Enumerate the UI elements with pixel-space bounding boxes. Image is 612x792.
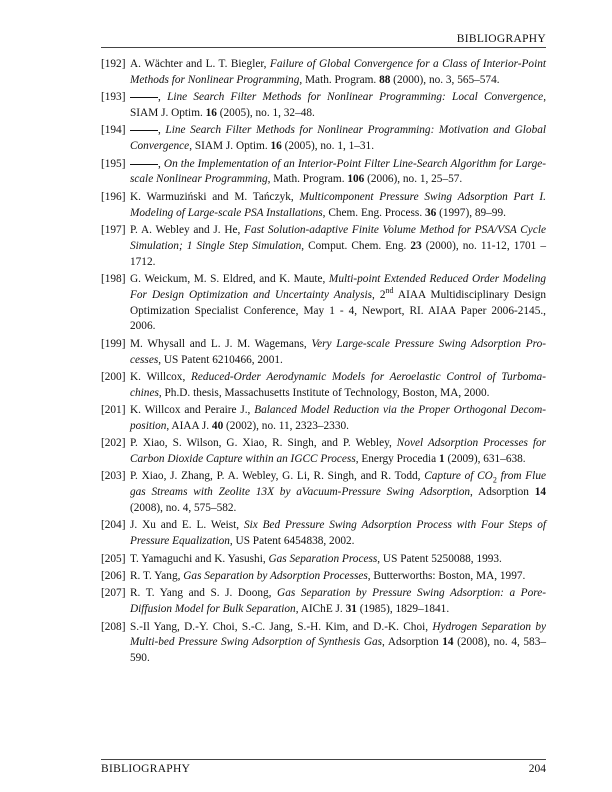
reference-volume: 31 bbox=[345, 603, 357, 616]
reference-text: R. T. Yang and S. J. Doong, bbox=[130, 587, 278, 600]
reference-text: (2002), no. 11, 2323–2330. bbox=[223, 419, 349, 432]
reference-number: [194] bbox=[101, 124, 126, 137]
reference-text: , 2 bbox=[372, 288, 386, 301]
reference-text: (1997), 89–99. bbox=[436, 206, 506, 219]
reference-text: T. Yamaguchi and K. Yasushi, bbox=[130, 552, 269, 565]
reference-number: [192] bbox=[101, 58, 126, 70]
reference-text: (2008), no. 4, 583–590. bbox=[130, 636, 546, 665]
reference-entry bbox=[101, 223, 546, 270]
reference-volume: 36 bbox=[424, 206, 437, 219]
reference-text: , Adsorption bbox=[470, 486, 535, 499]
reference-text: , SIAM J. Optim. bbox=[130, 91, 547, 119]
reference-text: K. Warmuziński and M. Tańczyk, bbox=[130, 190, 300, 203]
reference-volume: 14 bbox=[442, 636, 454, 649]
reference-text: (2005), no. 1, 32–48. bbox=[216, 106, 315, 119]
reference-title: Six Bed Pressure Swing Adsorption Process with Four Steps of Pressure Equalization bbox=[130, 519, 546, 548]
reference-text: , Adsorption bbox=[382, 636, 443, 649]
reference-text: (2006), no. 1, 25–57. bbox=[364, 173, 463, 186]
reference-entry bbox=[101, 272, 546, 335]
running-header bbox=[101, 33, 546, 48]
reference-number: [206] bbox=[101, 570, 126, 583]
reference-text: K. Willcox, bbox=[130, 370, 192, 383]
reference-text: S.-Il Yang, D.-Y. Choi, S.-C. Jang, S.-H. Kim, and D.-K. Choi, bbox=[130, 620, 433, 633]
reference-number: [207] bbox=[101, 587, 126, 600]
reference-title: Balanced Model Reduction via the Proper Orthogonal Decomposition bbox=[130, 404, 546, 432]
reference-number: [197] bbox=[101, 223, 126, 236]
reference-volume: 106 bbox=[347, 173, 365, 186]
superscript: nd bbox=[385, 285, 394, 295]
reference-text: , Math. Program. bbox=[267, 173, 348, 186]
subscript: 2 bbox=[492, 475, 497, 485]
reference-text: (1985), 1829–1841. bbox=[356, 603, 450, 616]
reference-volume: 16 bbox=[205, 106, 217, 119]
reference-entry bbox=[101, 403, 546, 435]
reference-number: [204] bbox=[101, 519, 126, 532]
reference-title: Very Large-scale Pressure Swing Adsorption Processes bbox=[130, 337, 547, 366]
reference-number: [199] bbox=[101, 337, 126, 350]
reference-volume: 40 bbox=[211, 419, 224, 432]
reference-text: (2008), no. 4, 575–582. bbox=[130, 502, 237, 515]
reference-title: Novel Adsorption Processes for Carbon Dioxide Capture within an IGCC Process bbox=[130, 437, 547, 466]
reference-entry bbox=[101, 436, 546, 468]
page-footer bbox=[101, 759, 546, 776]
reference-text: , US Patent 6210466, 2001. bbox=[158, 353, 283, 366]
reference-text: (2000), no. 3, 565–574. bbox=[390, 73, 500, 86]
running-header-title: BIBLIOGRAPHY bbox=[456, 33, 546, 45]
reference-entry bbox=[101, 552, 546, 568]
reference-title: Hydrogen Separation by Multi-bed Pressure Swing Adsorption of Synthesis Gas bbox=[130, 620, 546, 649]
reference-number: [198] bbox=[101, 272, 126, 285]
reference-text: , Ph.D. thesis, Massachusetts Institute of Technology, Boston, MA, 2000. bbox=[158, 386, 490, 399]
reference-volume: 23 bbox=[410, 239, 422, 252]
reference-text: A. Wächter and L. T. Biegler, bbox=[130, 58, 270, 70]
reference-entry bbox=[101, 90, 546, 122]
reference-text: , Math. Program. bbox=[299, 73, 380, 86]
reference-title: Multi-point Extended Reduced Order Modeling For Design Optimization and Uncertainty Analysis bbox=[130, 272, 546, 301]
reference-entry bbox=[101, 586, 546, 618]
reference-text: R. T. Yang, bbox=[130, 570, 184, 583]
reference-number: [195] bbox=[101, 157, 126, 170]
reference-number: [208] bbox=[101, 620, 126, 633]
reference-text: , US Patent 5250088, 1993. bbox=[377, 552, 502, 565]
repeated-author-dash bbox=[130, 96, 158, 98]
reference-text: , Energy Procedia bbox=[355, 453, 439, 466]
repeated-author-dash bbox=[130, 129, 158, 131]
reference-entry bbox=[101, 123, 546, 155]
reference-text: J. Xu and E. L. Weist, bbox=[130, 519, 244, 532]
reference-entry bbox=[101, 518, 546, 550]
reference-title: Gas Separation by Adsorption Processes bbox=[183, 570, 368, 583]
repeated-author-dash bbox=[130, 163, 158, 165]
footer-title: BIBLIOGRAPHY bbox=[101, 763, 191, 775]
reference-title: Failure of Global Convergence for a Class of Interior-Point Methods for Nonlinear Programming bbox=[130, 58, 546, 86]
reference-title: Capture of CO bbox=[424, 470, 493, 483]
reference-number: [203] bbox=[101, 470, 126, 483]
reference-entry bbox=[101, 469, 546, 516]
reference-text: , Comput. Chem. Eng. bbox=[301, 239, 411, 252]
reference-title: Line Search Filter Methods for Nonlinear Programming: Motivation and Global Convergence bbox=[130, 124, 547, 153]
reference-volume: 14 bbox=[534, 486, 546, 499]
reference-title: Gas Separation Process bbox=[268, 552, 378, 565]
reference-entry bbox=[101, 569, 546, 585]
reference-text: , AIChE J. bbox=[295, 603, 346, 616]
reference-text: P. A. Webley and J. He, bbox=[130, 223, 245, 236]
reference-text: , bbox=[158, 124, 166, 137]
reference-number: [201] bbox=[101, 404, 126, 417]
reference-text: P. Xiao, J. Zhang, P. A. Webley, G. Li, R. Singh, and R. Todd, bbox=[130, 470, 425, 483]
reference-entry bbox=[101, 157, 546, 189]
reference-title: On the Implementation of an Interior-Point Filter Line-Search Algorithm for Large-scale Nonlinear Programming bbox=[130, 157, 546, 186]
reference-entry bbox=[101, 337, 546, 369]
reference-number: [196] bbox=[101, 190, 126, 203]
reference-text: G. Weickum, M. S. Eldred, and K. Maute, bbox=[130, 272, 329, 285]
reference-title: Fast Solution-adaptive Finite Volume Method for PSA/VSA Cycle Simulation; 1 Single Step Simulation bbox=[130, 223, 546, 252]
reference-text: (2009), 631–638. bbox=[444, 453, 526, 466]
reference-title: Gas Separation by Pressure Swing Adsorption: a Pore-Diffusion Model for Bulk Separation bbox=[130, 587, 546, 616]
reference-text: (2000), no. 11-12, 1701 – 1712. bbox=[130, 239, 547, 268]
reference-number: [202] bbox=[101, 437, 126, 450]
reference-title: from Flue gas Streams with Zeolite 13X by aVacuum-Pressure Swing Adsorption bbox=[130, 470, 546, 499]
reference-list bbox=[101, 57, 546, 669]
reference-title: Line Search Filter Methods for Nonlinear Programming: Local Convergence bbox=[167, 91, 544, 104]
reference-text: M. Whysall and L. J. M. Wagemans, bbox=[130, 337, 312, 350]
reference-text: K. Willcox and Peraire J., bbox=[130, 404, 255, 417]
reference-number: [200] bbox=[101, 370, 126, 383]
reference-entry bbox=[101, 190, 546, 222]
reference-text: , bbox=[158, 91, 168, 104]
reference-text: , US Patent 6454838, 2002. bbox=[229, 535, 355, 548]
reference-title: Reduced-Order Aerodynamic Models for Aeroelastic Control of Turbomachines bbox=[130, 370, 546, 399]
reference-title: Multicomponent Pressure Swing Adsorption Part I. Modeling of Large-scale PSA Installations bbox=[130, 190, 546, 219]
reference-volume: 16 bbox=[270, 140, 282, 153]
reference-volume: 88 bbox=[379, 73, 391, 86]
page-number: 204 bbox=[528, 763, 546, 775]
reference-text: AIAA Multidisciplinary Design Optimization Specialist Conference, May 1 - 4, Newport, RI. AIAA Paper 2006-2145., 2006. bbox=[130, 288, 546, 333]
reference-number: [193] bbox=[101, 91, 126, 104]
reference-text: , bbox=[158, 157, 164, 170]
reference-text: , SIAM J. Optim. bbox=[189, 140, 271, 153]
reference-text: , AIAA J. bbox=[166, 419, 212, 432]
reference-text: , Butterworths: Boston, MA, 1997. bbox=[367, 570, 526, 583]
reference-number: [205] bbox=[101, 552, 126, 565]
reference-entry bbox=[101, 370, 546, 402]
reference-entry bbox=[101, 620, 546, 667]
reference-entry bbox=[101, 57, 546, 89]
reference-volume: 1 bbox=[438, 453, 445, 466]
reference-text: , Chem. Eng. Process. bbox=[322, 206, 425, 219]
reference-text: (2005), no. 1, 1–31. bbox=[281, 140, 375, 153]
reference-text: P. Xiao, S. Wilson, G. Xiao, R. Singh, and P. Webley, bbox=[130, 437, 397, 450]
